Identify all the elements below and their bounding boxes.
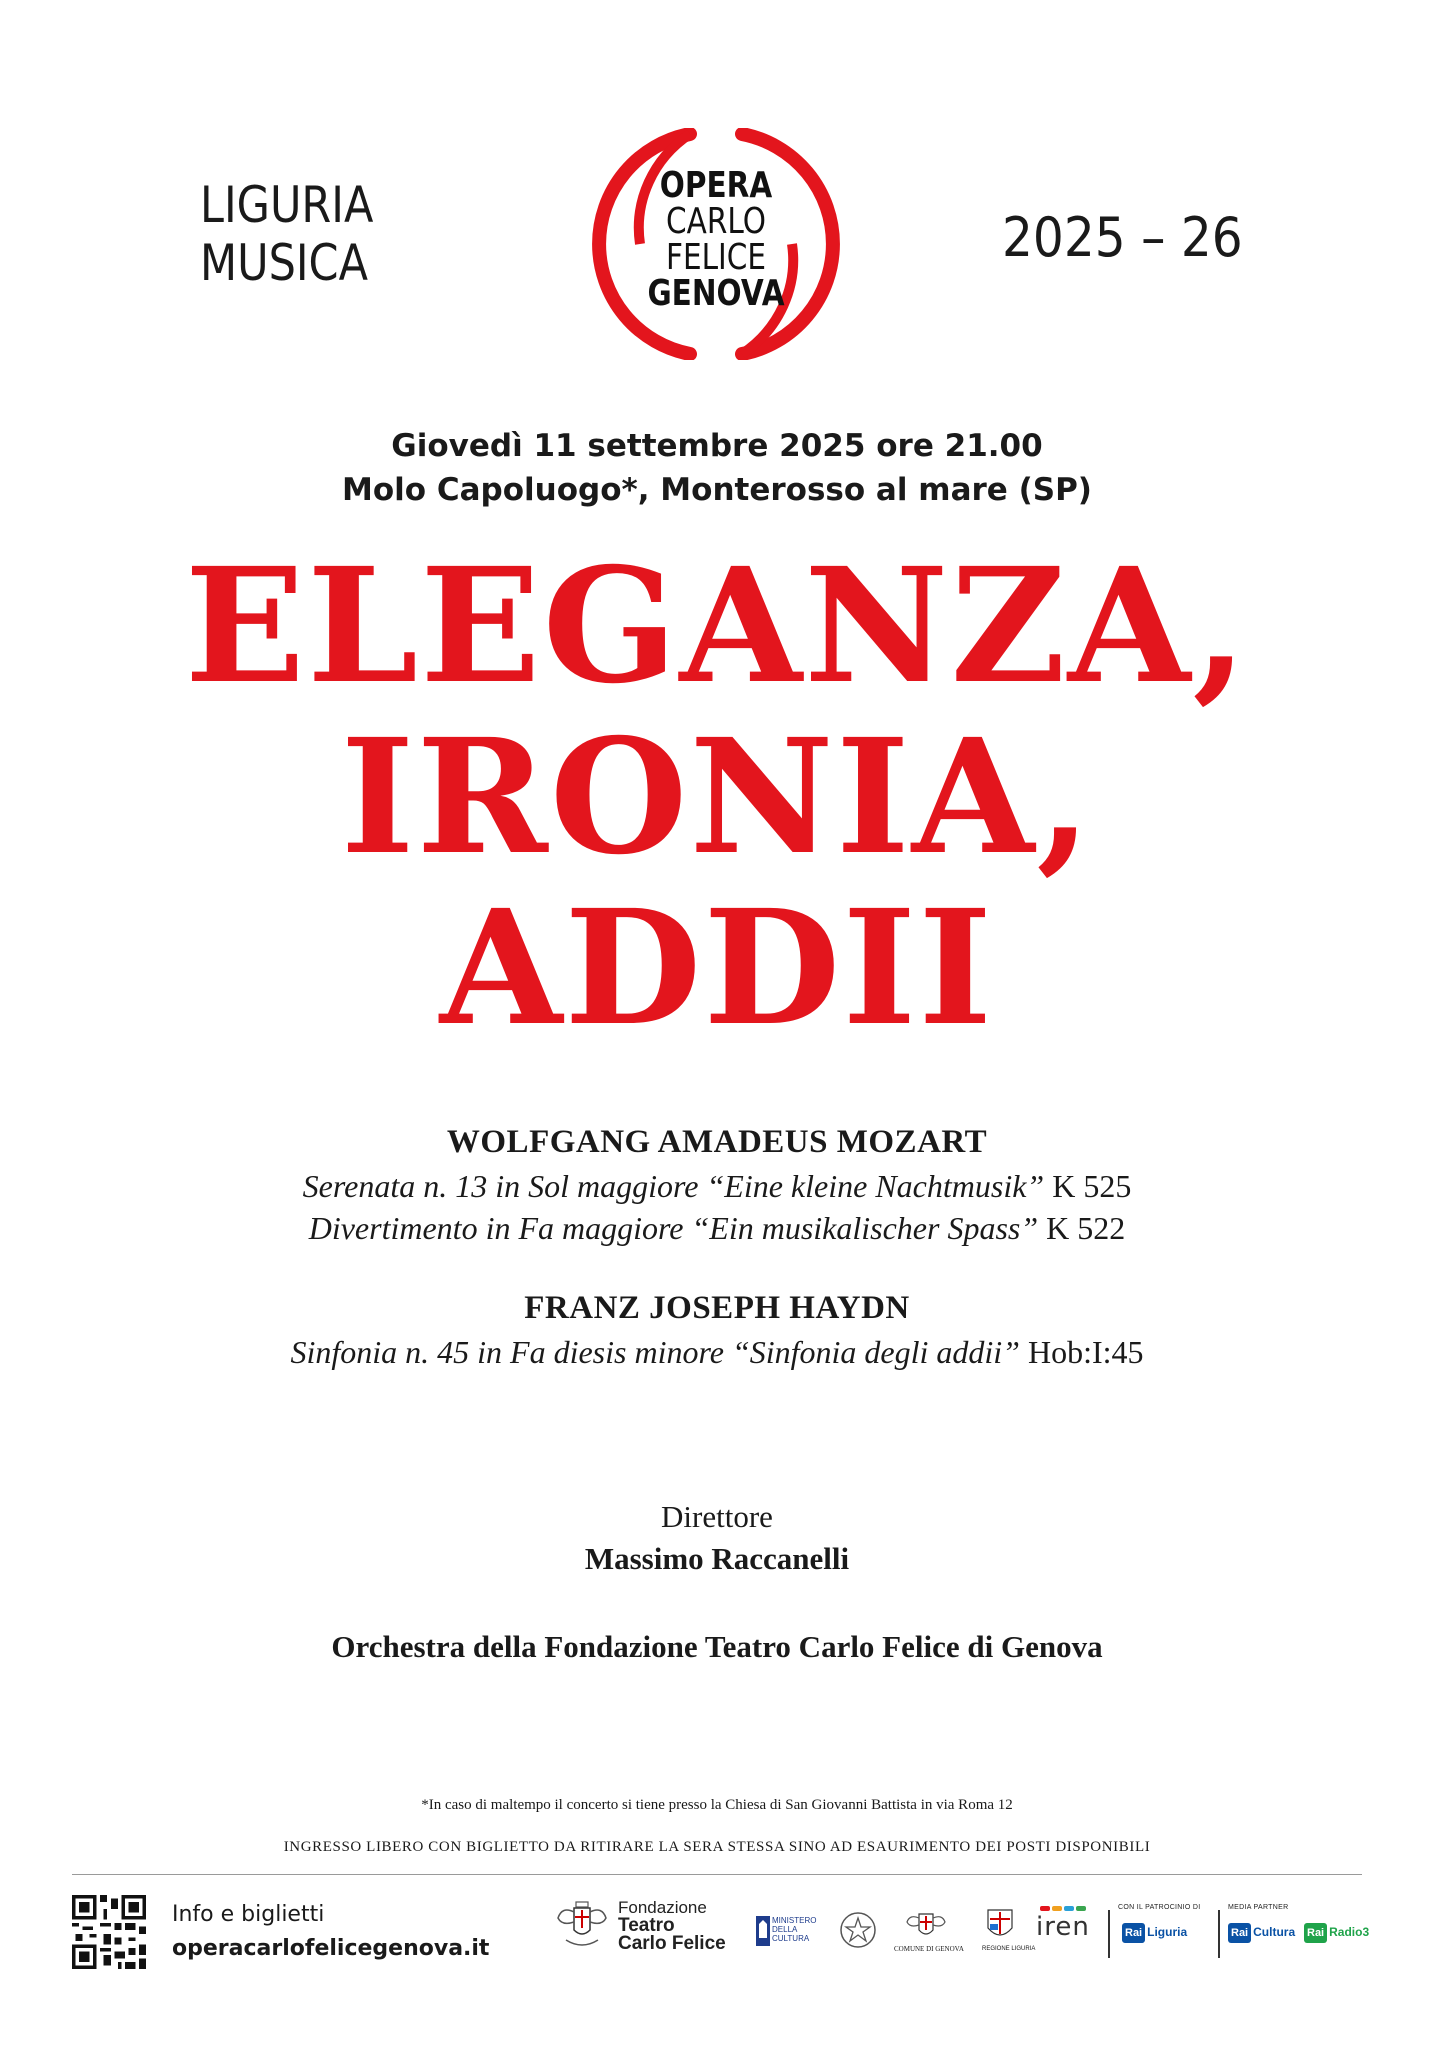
logo-line-genova: GENOVA (647, 273, 785, 314)
work-sinfonia-title: Sinfonia n. 45 in Fa diesis minore “Sinfonia degli addii” (290, 1334, 1020, 1370)
footer-divider (72, 1874, 1362, 1875)
event-date: Giovedì 11 settembre 2025 ore 21.00 (391, 428, 1043, 464)
fondazione-line-1: Fondazione (618, 1898, 707, 1917)
orchestra-name: Orchestra della Fondazione Teatro Carlo Felice di Genova (331, 1629, 1103, 1664)
iren-logo-text: iren (1036, 1912, 1090, 1942)
series-line-2: MUSICA (200, 234, 368, 292)
work-divertimento (0, 1210, 1434, 1247)
fondazione-logo-text (618, 1899, 726, 1953)
work-serenata-title: Serenata n. 13 in Sol maggiore “Eine kleine Nachtmusik” (302, 1168, 1045, 1204)
director-label: Direttore (661, 1499, 773, 1534)
regione-liguria-text: REGIONE LIGURIA (982, 1946, 1036, 1952)
title-line-1: ELEGANZA, (184, 534, 1250, 719)
ministero-emblem-icon (756, 1916, 770, 1946)
media-partner-label: MEDIA PARTNER (1228, 1904, 1289, 1911)
rai-liguria-mark: Rai (1122, 1923, 1145, 1943)
rai-radio3-text: Radio3 (1329, 1925, 1370, 1939)
genova-crest-icon (552, 1900, 612, 1956)
rai-cultura-mark: Rai (1228, 1923, 1251, 1943)
season-label: 2025 – 26 (1002, 206, 1243, 269)
work-serenata (0, 1168, 1434, 1205)
opera-logo-text (596, 165, 835, 314)
comune-genova-crest-icon (904, 1908, 948, 1944)
rai-cultura-logo (1228, 1922, 1295, 1942)
rai-liguria-text: Liguria (1147, 1925, 1188, 1939)
fondazione-line-2: Teatro (618, 1915, 675, 1936)
comune-genova-text: COMUNE DI GENOVA (894, 1945, 964, 1953)
patrocinio-label: CON IL PATROCINIO DI (1118, 1904, 1201, 1911)
work-sinfonia (0, 1334, 1434, 1371)
composer-mozart: WOLFGANG AMADEUS MOZART (446, 1124, 988, 1160)
ministero-text (772, 1916, 816, 1943)
rai-radio3-mark: Rai (1304, 1923, 1327, 1943)
rai-cultura-text: Cultura (1253, 1925, 1296, 1939)
work-sinfonia-catalog: Hob:I:45 (1027, 1334, 1144, 1370)
ministero-line-3: CULTURA (772, 1934, 810, 1943)
series-line-1: LIGURIA (200, 176, 374, 234)
media-partner-divider (1218, 1910, 1220, 1958)
fondazione-line-3: Carlo Felice (618, 1933, 726, 1954)
work-divertimento-title: Divertimento in Fa maggiore “Ein musikalischer Spass” (308, 1210, 1039, 1246)
rai-radio3-logo (1304, 1922, 1369, 1942)
work-divertimento-catalog: K 522 (1046, 1210, 1126, 1246)
director-name: Massimo Raccanelli (584, 1541, 850, 1576)
info-url-link[interactable]: operacarlofelicegenova.it (172, 1936, 490, 1961)
logo-line-opera: OPERA (659, 165, 773, 206)
rai-liguria-logo (1122, 1922, 1187, 1942)
ministero-line-1: MINISTERO (772, 1916, 817, 1925)
composer-haydn: FRANZ JOSEPH HAYDN (524, 1290, 910, 1326)
ministero-line-2: DELLA (772, 1925, 798, 1934)
weather-note: *In caso di maltempo il concerto si tiene presso la Chiesa di San Giovanni Battista in via Roma 12 (421, 1797, 1013, 1813)
entry-note: INGRESSO LIBERO CON BIGLIETTO DA RITIRARE LA SERA STESSA SINO AD ESAURIMENTO DEI POSTI DISPONIBILI (283, 1839, 1151, 1855)
work-serenata-catalog: K 525 (1052, 1168, 1132, 1204)
qr-code-icon[interactable] (72, 1895, 146, 1969)
title-line-2: IRONIA, (340, 705, 1094, 890)
logo-line-felice: FELICE (665, 237, 767, 278)
logo-line-carlo: CARLO (666, 201, 766, 242)
series-title (200, 176, 373, 292)
event-venue: Molo Capoluogo*, Monterosso al mare (SP) (342, 472, 1092, 508)
title-line-3: ADDII (439, 876, 995, 1061)
info-label: Info e biglietti (172, 1902, 325, 1927)
regione-liguria-crest-icon (984, 1908, 1016, 1944)
patrocinio-divider (1108, 1910, 1110, 1958)
italian-republic-emblem-icon (838, 1910, 878, 1950)
